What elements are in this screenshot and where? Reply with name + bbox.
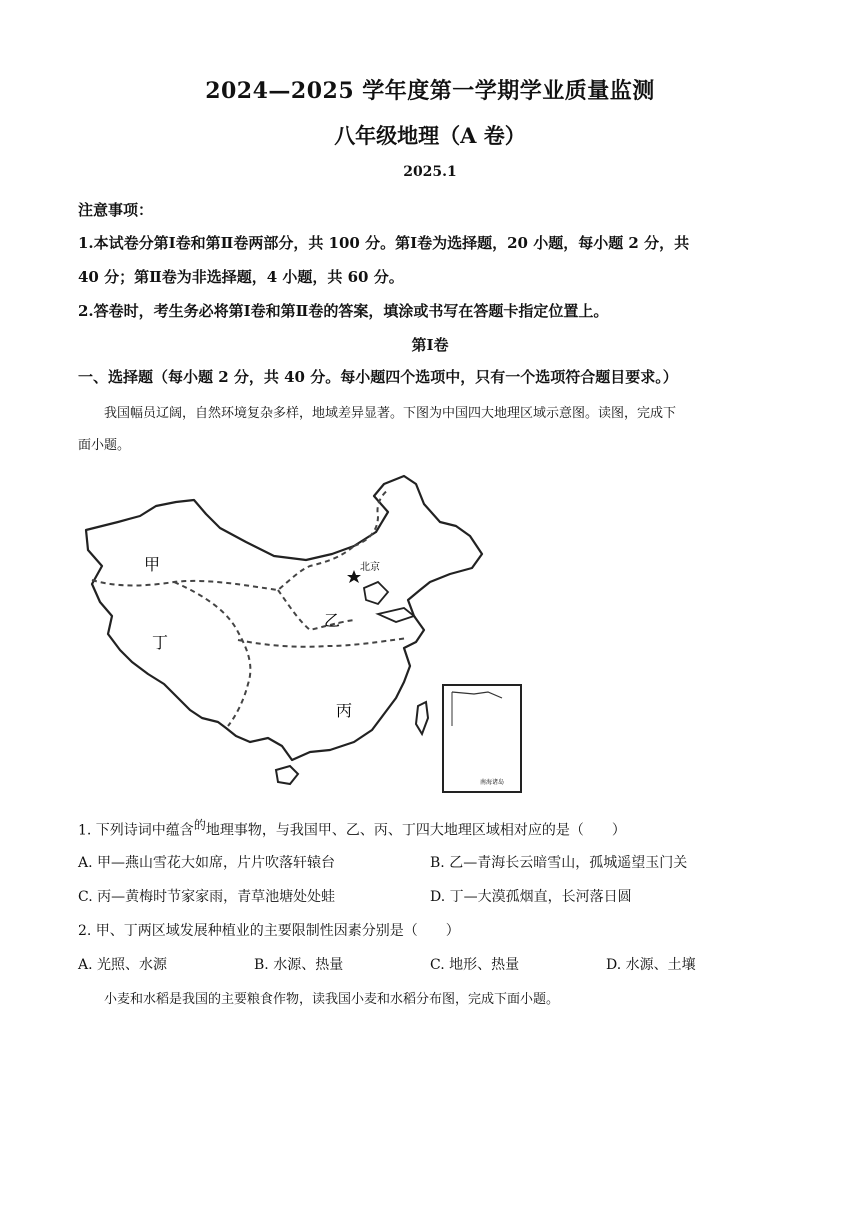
notes-item-2: 2.答卷时，考生务必将第Ⅰ卷和第Ⅱ卷的答案，填涂或书写在答题卡指定位置上。 [78,302,609,320]
beijing-star [347,570,361,583]
exam-subtitle: 八年级地理（A 卷） [334,123,526,148]
exam-title: 2024—2025 学年度第一学期学业质量监测 [205,78,655,104]
bohai-bay [364,582,388,604]
section-heading: 一、选择题（每小题 2 分，共 40 分。每小题四个选项中，只有一个选项符合题目要求。） [78,368,678,386]
south-china-sea-inset [442,684,522,793]
region-label-ding: 丁 [152,633,169,652]
question-2-option-d[interactable]: D. 水源、土壤 [606,957,696,973]
inset-label: 南海诸岛 [480,779,505,786]
shandong-peninsula [378,608,414,622]
notes-item-1-line-2: 40 分；第Ⅱ卷为非选择题，4 小题，共 60 分。 [78,268,404,286]
question-1-option-d[interactable]: D. 丁—大漠孤烟直，长河落日圆 [430,889,632,905]
question-1-option-a[interactable]: A. 甲—燕山雪花大如席，片片吹落轩辕台 [78,855,336,871]
question-1-option-c[interactable]: C. 丙—黄梅时节家家雨，青草池塘处处蛙 [78,889,336,905]
notes-item-1-line-1: 1.本试卷分第Ⅰ卷和第Ⅱ卷两部分，共 100 分。第Ⅰ卷为选择题，20 小题，每小题 2 分，共 [78,234,690,252]
boundary-inner [278,590,354,630]
boundary-northeast [354,490,388,546]
boundary-north-northwest [92,546,354,590]
intro-paragraph-2: 小麦和水稻是我国的主要粮食作物，读我国小麦和水稻分布图，完成下面小题。 [104,992,560,1007]
boundary-north-south [238,638,408,647]
notes-heading: 注意事项： [78,201,154,219]
question-2-stem: 2. 甲、丁两区域发展种植业的主要限制性因素分别是（ ） [78,923,460,939]
intro-paragraph-line-1: 我国幅员辽阔，自然环境复杂多样，地域差异显著。下图为中国四大地理区域示意图。读图，完成下 [104,406,677,421]
question-2-option-b[interactable]: B. 水源、热量 [254,957,344,973]
intro-paragraph-line-2: 面小题。 [78,438,131,453]
question-1-option-b[interactable]: B. 乙—青海长云暗雪山，孤城遥望玉门关 [430,855,688,871]
hainan-island [276,766,298,784]
region-label-bing: 丙 [336,701,353,720]
taiwan-island [416,702,428,734]
question-2-option-a[interactable]: A. 光照、水源 [78,957,168,973]
region-label-yi: 乙 [324,611,341,630]
region-label-jia: 甲 [144,555,161,574]
question-2-option-c[interactable]: C. 地形、热量 [430,957,520,973]
china-outline [86,476,482,760]
beijing-label: 北京 [360,562,380,573]
exam-date: 2025.1 [403,164,457,180]
volume-heading: 第Ⅰ卷 [411,336,449,354]
question-1-stem: 1. 下列诗词中蕴含$^的$地理事物，与我国甲、乙、丙、丁四大地理区域相对应的是（ ） [78,818,626,839]
inset-figure [444,686,520,791]
